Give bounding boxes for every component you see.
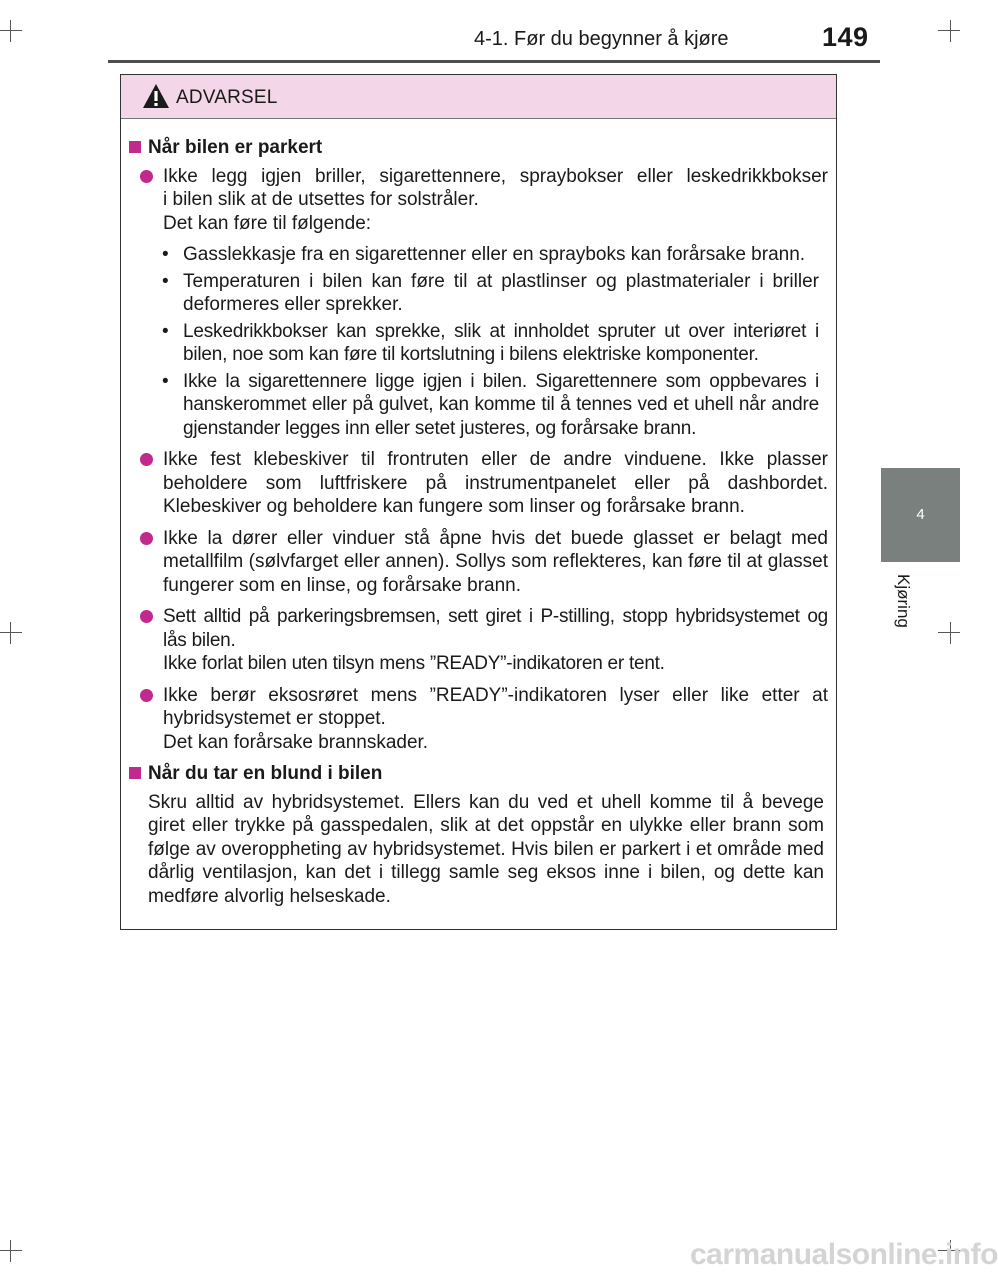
warning-box [120, 74, 837, 930]
page-number: 149 [822, 22, 869, 52]
item-text-line: Det kan forårsake brannskader. [163, 731, 429, 753]
sub-item-text: Ikke la sigarettennere ligge igjen i bilen. Sigarettennere som oppbevares i hanskerommet eller på gulvet, kan komme til å tennes ved et uhell når andre gjenstander legges inn eller setet justeres, og forårsake brann. [183, 370, 819, 439]
dot-bullet-icon: • [162, 370, 169, 392]
list-item [129, 165, 828, 441]
dot-bullet-icon: • [162, 244, 169, 265]
warning-body [121, 119, 836, 908]
sub-item-text: Temperaturen i bilen kan føre til at plastlinser og plastmaterialer i briller deformeres eller sprekker. [183, 270, 819, 315]
item-text-line: Ikke forlat bilen uten tilsyn mens ”READY”-indikatoren er tent. [163, 653, 665, 674]
header-rule [108, 60, 880, 63]
round-bullet-icon [140, 610, 153, 623]
list-item [129, 684, 828, 755]
round-bullet-icon [140, 453, 153, 466]
sub-list-item [152, 370, 832, 441]
round-bullet-icon [140, 689, 153, 702]
sub-list-item [152, 243, 832, 267]
watermark: carmanualsonline.info [690, 1238, 998, 1271]
item-text-line: Det kan føre til følgende: [163, 212, 372, 234]
sub-item-text: Leskedrikkbokser kan sprekke, slik at innholdet spruter ut over interiøret i bilen, noe som kan føre til kortslutning i bilens elektriske komponenter. [183, 320, 819, 365]
heading-text: Når bilen er parkert [148, 137, 323, 158]
list-item [129, 605, 828, 676]
sub-list-item [152, 270, 832, 317]
item-text: Ikke la dører eller vinduer stå åpne hvis det buede glasset er belagt med metallfilm (sølvfarget eller annen). Sollys som reflekteres, kan føre til at glasset fungerer som en linse, og forårsake brann. [163, 527, 828, 596]
item-text-line: i bilen slik at de utsettes for solstråler. [163, 189, 479, 210]
round-bullet-icon [140, 532, 153, 545]
chapter-tab [881, 468, 960, 562]
chapter-label: Kjøring [894, 574, 913, 628]
square-bullet-icon [129, 141, 141, 153]
list-item [129, 527, 828, 598]
item-text: Ikke fest klebeskiver til frontruten eller de andre vinduene. Ikke plasser beholdere som luftfriskere på instrumentpanelet eller på dashbordet. Klebeskiver og beholdere kan fungere som linser og forårsake brann. [163, 449, 828, 517]
chapter-number: 4 [916, 506, 925, 523]
dot-bullet-icon: • [162, 270, 169, 292]
round-bullet-icon [140, 170, 153, 183]
sub-list-item [152, 320, 832, 367]
list-item [129, 448, 828, 519]
item-text-line: Sett alltid på parkeringsbremsen, sett giret i P-stilling, stopp hybridsystemet og lås bilen. [163, 606, 828, 651]
nap-paragraph: Skru alltid av hybridsystemet. Ellers kan du ved et uhell komme til å bevege giret eller trykke på gasspedalen, slik at det oppstår en ulykke eller brann som følge av overoppheting av hybridsystemet. Hvis bilen er parkert i et område med dårlig ventilasjon, kan det i tillegg samle seg eksos inne i bilen, og dette kan medføre alvorlig helseskade. [148, 791, 824, 907]
section-heading-nap [129, 762, 828, 786]
item-text-line: Ikke berør eksosrøret mens ”READY”-indikatoren lyser eller like etter at hybridsystemet er stoppet. [163, 684, 828, 729]
square-bullet-icon [129, 767, 141, 779]
sub-item-text: Gasslekkasje fra en sigarettenner eller en sprayboks kan forårsake brann. [183, 244, 806, 265]
sub-list [152, 243, 832, 440]
section-heading-parked [129, 136, 828, 160]
warning-header [121, 75, 836, 119]
section-title: 4-1. Før du begynner å kjøre [474, 28, 729, 50]
item-text-line: Ikke legg igjen briller, sigarettennere, spraybokser eller leskedrikkbokser [163, 165, 828, 187]
dot-bullet-icon: • [162, 320, 169, 342]
warning-triangle-icon [142, 83, 170, 109]
warning-title: ADVARSEL [176, 87, 278, 108]
heading-text: Når du tar en blund i bilen [148, 763, 383, 784]
